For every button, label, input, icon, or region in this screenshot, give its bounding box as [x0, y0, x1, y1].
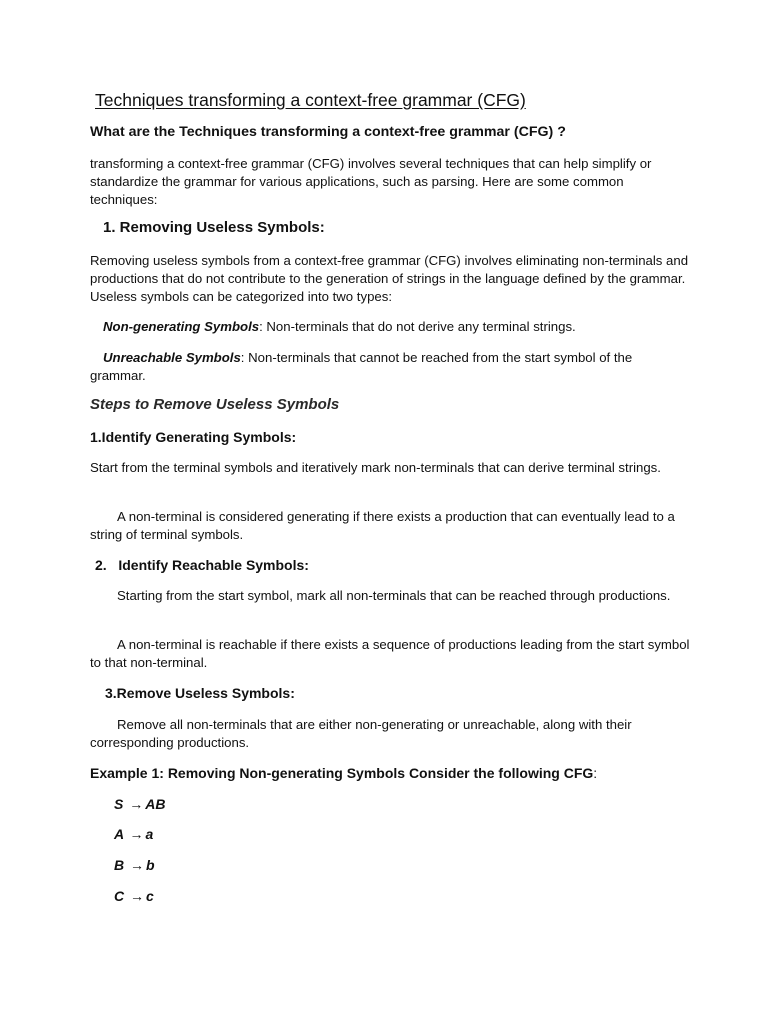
arrow-icon: →	[129, 796, 144, 812]
example-heading-colon: :	[593, 765, 598, 781]
example-heading-text: Example 1: Removing Non-generating Symbols Consider the following CFG	[90, 765, 594, 781]
step1-paragraph-1: Start from the terminal symbols and iteratively mark non-terminals that can derive terminal strings.	[90, 460, 661, 475]
step2-paragraph-2: A non-terminal is reachable if there exists a sequence of productions leading from the start symbol to that non-terminal.	[90, 637, 690, 670]
intro-paragraph: transforming a context-free grammar (CFG) involves several techniques that can help simplify or standardize the grammar for various applications, such as parsing. Here are some common techniques:	[90, 156, 652, 207]
rule-lhs: A	[114, 826, 124, 842]
rule-rhs: c	[146, 888, 154, 904]
rule-lhs: C	[114, 888, 125, 904]
step1-heading: 1.Identify Generating Symbols:	[90, 429, 297, 445]
question-heading: What are the Techniques transforming a context-free grammar (CFG) ?	[90, 124, 566, 140]
rule-lhs: S	[114, 796, 124, 812]
grammar-rule	[114, 795, 165, 813]
page-title: Techniques transforming a context-free grammar (CFG)	[95, 90, 526, 110]
example-heading	[90, 764, 690, 782]
grammar-rule	[114, 856, 155, 874]
step3-heading: 3.Remove Useless Symbols:	[105, 685, 295, 701]
rule-lhs: B	[114, 857, 125, 873]
arrow-icon: →	[130, 857, 145, 873]
type-unreachable	[90, 349, 690, 385]
rule-rhs: b	[146, 857, 155, 873]
type-term: Unreachable Symbols	[103, 350, 241, 365]
type-non-generating	[103, 318, 690, 336]
type-term: Non-generating Symbols	[103, 319, 260, 334]
section1-body: Removing useless symbols from a context-free grammar (CFG) involves eliminating non-terminals and productions that do not contribute to the generation of strings in the language defined by the grammar. Useless symbols can be categorized into two types:	[90, 253, 689, 304]
type-desc: : Non-terminals that do not derive any terminal strings.	[259, 319, 576, 334]
arrow-icon: →	[130, 888, 145, 904]
step3-paragraph: Remove all non-terminals that are either non-generating or unreachable, along with their corresponding productions.	[90, 717, 632, 750]
rule-rhs: a	[145, 826, 154, 842]
grammar-rule	[114, 887, 154, 905]
step1-paragraph-2: A non-terminal is considered generating if there exists a production that can eventually lead to a string of terminal symbols.	[90, 509, 675, 542]
section1-heading: 1. Removing Useless Symbols:	[103, 219, 325, 236]
step2-paragraph-1: Starting from the start symbol, mark all non-terminals that can be reached through productions.	[117, 588, 671, 603]
grammar-rule	[114, 825, 153, 843]
step2-heading: 2. Identify Reachable Symbols:	[95, 557, 309, 573]
arrow-icon: →	[129, 826, 144, 842]
type-desc: : Non-terminals that cannot be reached from the start symbol of the grammar.	[90, 350, 633, 383]
steps-heading: Steps to Remove Useless Symbols	[90, 396, 340, 413]
rule-rhs: AB	[145, 796, 166, 812]
